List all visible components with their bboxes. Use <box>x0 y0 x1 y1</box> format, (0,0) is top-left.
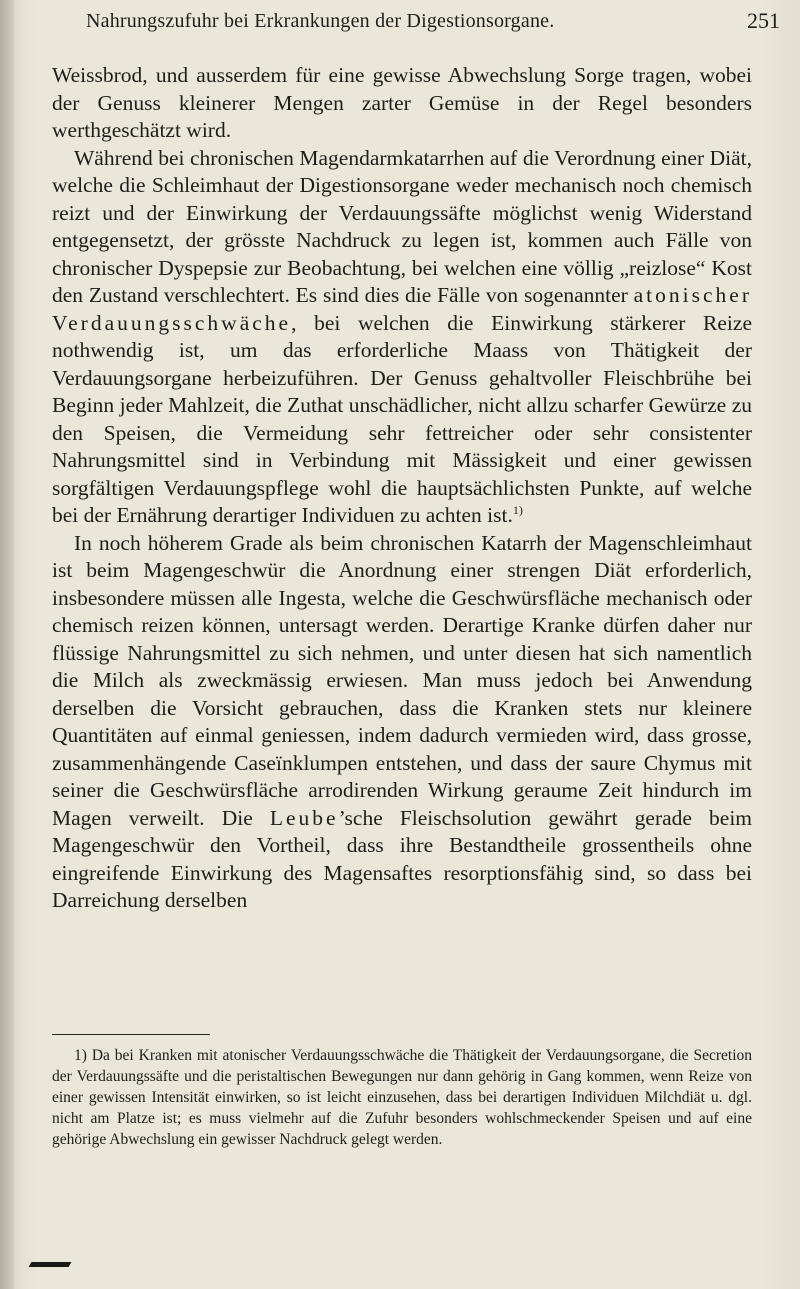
paragraph-3 <box>52 530 752 915</box>
paragraph-1 <box>52 62 752 145</box>
footnote-separator <box>52 1034 210 1035</box>
paragraph-3-text-b: ’sche Fleischsolution gewährt gerade beim Magengeschwür den Vortheil, dass ihre Bestandtheile grossentheils ohne eingreifende Einwirkung des Magensaftes resorptionsfähig sind, so dass bei Darreichung derselben <box>52 805 753 912</box>
footnote: 1) Da bei Kranken mit atonischer Verdauungsschwäche die Thätigkeit der Verdauungsorgane, die Secretion der Verdauungssäfte und die peristaltischen Bewegungen nur dann gehörig in Gang kommen, wenn Reize von einer gewissen Intensität einwirken, so ist leicht einzusehen, dass bei derartigen Individuen Milchdiät u. dgl. nicht am Platze ist; es muss vielmehr auf die Zufuhr besonders wohlschmeckender Speisen und auf eine gehörige Abwechslung ein gewisser Nachdruck gelegt werden. <box>52 1047 752 1148</box>
spaced-name-leube: Leube <box>269 805 339 830</box>
page-number: 251 <box>747 8 780 33</box>
paragraph-2 <box>52 145 752 530</box>
main-text <box>52 62 752 915</box>
footnote-reference: 1) <box>512 502 523 517</box>
print-mark <box>29 1262 72 1267</box>
page-gutter-shadow <box>0 0 14 1289</box>
paragraph-2-text-a: Während bei chronischen Magendarmkatarrhen auf die Verordnung einer Diät, welche die Schleimhaut der Digestionsorgane weder mechanisch noch chemisch reizt und der Einwirkung der Verdauungssäfte möglichst wenig Widerstand entgegensetzt, der grösste Nachdruck zu legen ist, kommen auch Fälle von chronischer Dyspepsie zur Beobachtung, bei welchen eine völlig „reizlose“ Kost den Zustand verschlechtert. Es sind dies die Fälle von sogenannter <box>52 145 752 307</box>
paragraph-3-text-a: In noch höherem Grade als beim chronischen Katarrh der Magenschleimhaut ist beim Magengeschwür die Anordnung einer strengen Diät erforderlich, insbesondere müssen alle Ingesta, welche die Geschwürsfläche mechanisch oder chemisch reizen können, untersagt werden. Derartige Kranke dürfen daher nur flüssige Nahrungsmittel zu sich nehmen, und unter diesen hat sich namentlich die Milch als zweckmässig erwiesen. Man muss jedoch bei Anwendung derselben die Vorsicht gebrauchen, dass die Kranken stets nur kleinere Quantitäten auf einmal geniessen, indem dadurch vermieden wird, dass grosse, zusammenhängende Caseïnklumpen entstehen, und dass der saure Chymus mit seiner die Geschwürsfläche arrodirenden Wirkung geraume Zeit hindurch im Magen verweilt. Die <box>52 530 752 830</box>
running-title: Nahrungszufuhr bei Erkrankungen der Digestionsorgane. <box>86 10 555 32</box>
paragraph-2-text-b: , bei welchen die Einwirkung stärkerer Reize nothwendig ist, um das erforderliche Maass von Thätigkeit der Verdauungsorgane herbeizuführen. Der Genuss gehaltvoller Fleischbrühe bei Beginn jeder Mahlzeit, die Zuthat unschädlicher, nicht allzu scharfer Gewürze zu den Speisen, die Vermeidung sehr fettreicher oder sehr consistenter Nahrungsmittel sind in Verbindung mit Mässigkeit und einer gewissen sorgfältigen Verdauungspflege wohl die hauptsächlichsten Punkte, auf welche bei der Ernährung derartiger Individuen zu achten ist. <box>52 310 752 527</box>
paragraph-1-text: Weissbrod, und ausserdem für eine gewisse Abwechslung Sorge tragen, wobei der Genuss kleinerer Mengen zarter Gemüse in der Regel besonders werthgeschätzt wird. <box>52 63 752 142</box>
spaced-term-atonische-verdauungsschwaeche: atonischer Verdauungsschwäche <box>52 283 752 335</box>
